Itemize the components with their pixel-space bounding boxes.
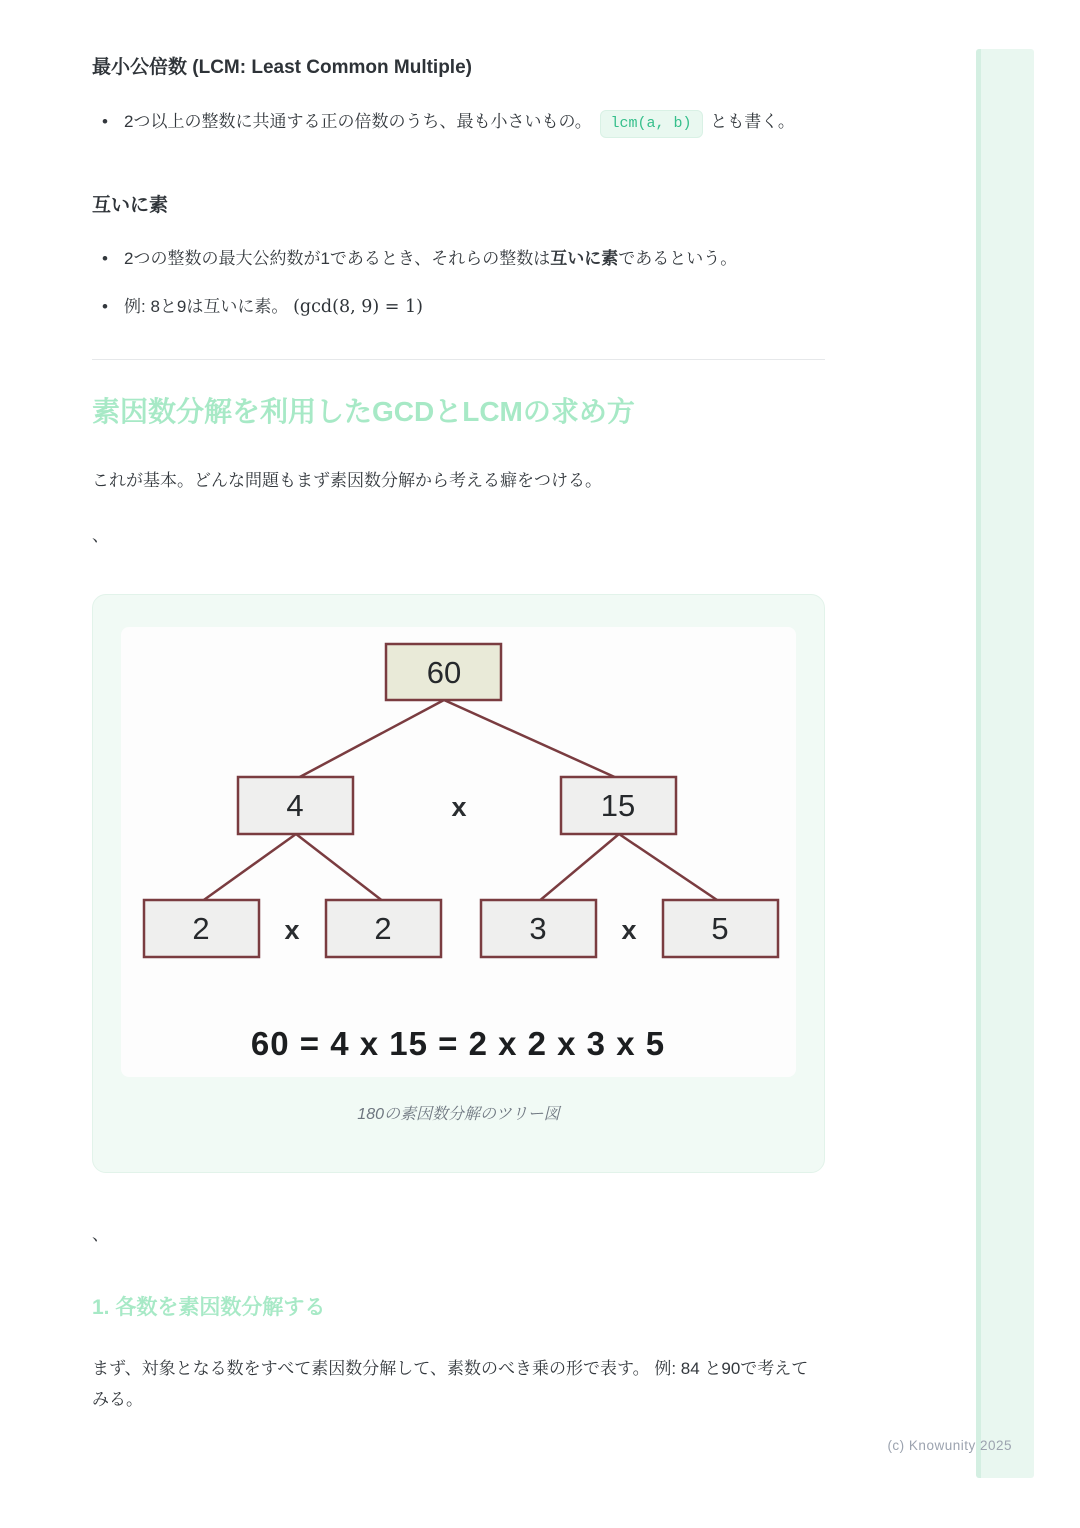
- lcm-bullet-text-post: とも書く。: [710, 111, 795, 131]
- section-divider: [92, 359, 825, 360]
- stray-tick-before: 、: [92, 526, 109, 546]
- tree-node-label-2b: 2: [374, 910, 392, 946]
- edge-4-2a: [201, 834, 296, 902]
- edge-4-2b: [296, 834, 384, 902]
- step1-heading: 1. 各数を素因数分解する: [92, 1295, 326, 1319]
- tree-node-label-15: 15: [600, 787, 636, 823]
- factor-tree-card: [92, 594, 825, 1173]
- edge-15-5: [619, 834, 720, 902]
- factor-tree-svg: [121, 627, 796, 1077]
- coprime-bullet-list: [92, 243, 825, 323]
- tree-node-label-2a: 2: [192, 910, 210, 946]
- coprime-example-math: (gcd(8, 9) = 1): [293, 296, 423, 317]
- method-heading: 素因数分解を利用したGCDとLCMの求め方: [92, 395, 635, 427]
- tree-node-label-60: 60: [426, 654, 462, 690]
- multiply-icon: x: [284, 914, 300, 945]
- lcm-bullet-list: [92, 106, 825, 138]
- coprime-def-pre: 2つの整数の最大公約数が1であるとき、それらの整数は: [124, 249, 551, 269]
- copyright-text: (c) Knowunity 2025: [887, 1438, 1012, 1453]
- multiply-icon: x: [451, 791, 467, 822]
- tree-node-label-3: 3: [529, 910, 547, 946]
- step1-body: まず、対象となる数をすべて素因数分解して、素数のべき乗の形で表す。 例: 84 と90で考えてみる。: [92, 1359, 809, 1410]
- coprime-example-text: 例: 8と9は互いに素。: [124, 296, 289, 316]
- lcm-heading: 最小公倍数 (LCM: Least Common Multiple): [92, 57, 472, 78]
- coprime-example-bullet: [92, 291, 825, 323]
- coprime-definition-bullet: [92, 243, 825, 274]
- page-side-strip: [976, 49, 1034, 1478]
- figure-caption: 180の素因数分解のツリー図: [357, 1105, 560, 1123]
- coprime-def-post: であるという。: [618, 249, 738, 269]
- lcm-bullet-text: 2つ以上の整数に共通する正の倍数のうち、最も小さいもの。: [124, 111, 592, 131]
- edge-60-4: [296, 700, 444, 779]
- edge-60-15: [444, 700, 619, 779]
- tree-node-label-5: 5: [711, 910, 729, 946]
- method-intro: これが基本。どんな問題もまず素因数分解から考える癖をつける。: [92, 470, 602, 490]
- coprime-def-bold: 互いに素: [550, 249, 619, 269]
- lcm-bullet: [92, 106, 825, 138]
- lcm-code-chip: lcm(a, b): [600, 110, 703, 138]
- multiply-icon: x: [621, 914, 637, 945]
- factor-tree-image: [121, 627, 796, 1077]
- stray-tick-after: 、: [92, 1224, 109, 1244]
- edge-15-3: [538, 834, 619, 902]
- coprime-heading: 互いに素: [92, 194, 169, 216]
- factorization-equation: 60 = 4 x 15 = 2 x 2 x 3 x 5: [250, 1024, 666, 1062]
- tree-node-label-4: 4: [286, 787, 304, 823]
- document-content: [92, 0, 825, 1416]
